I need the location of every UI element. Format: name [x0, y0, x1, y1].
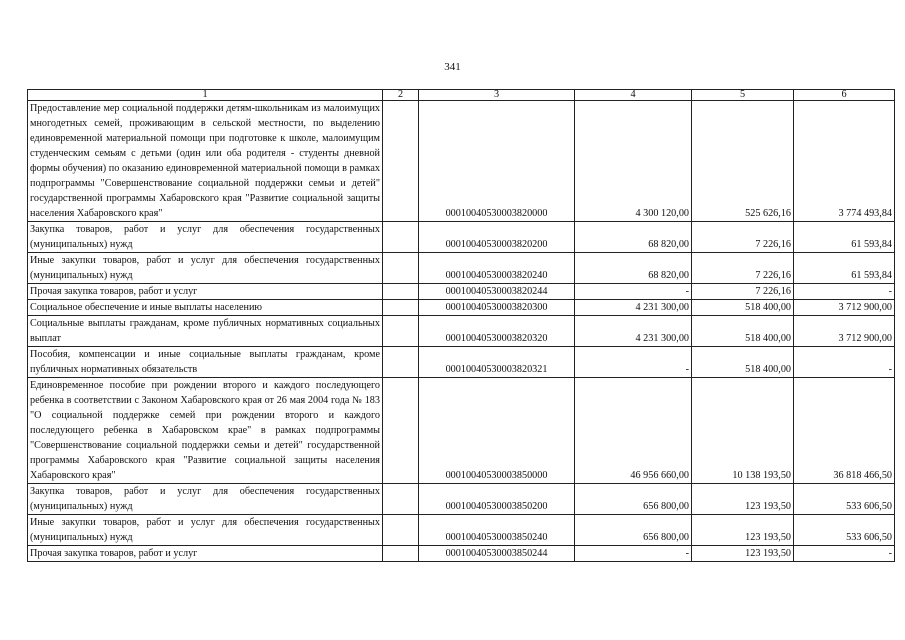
row-code-cell: 00010040530003820000 [419, 101, 575, 222]
row-col2-cell [383, 515, 419, 546]
row-name-cell: Прочая закупка товаров, работ и услуг [28, 546, 383, 562]
row-value-col5: 525 626,16 [692, 101, 794, 222]
row-value-col5: 123 193,50 [692, 484, 794, 515]
table-row [28, 284, 895, 300]
row-value-col4: 656 800,00 [575, 484, 692, 515]
row-name-cell: Социальные выплаты гражданам, кроме публичных нормативных социальных выплат [28, 316, 383, 347]
row-value-col5: 10 138 193,50 [692, 378, 794, 484]
header-row [28, 90, 895, 101]
row-value-col4: 4 231 300,00 [575, 316, 692, 347]
row-value-col4: 656 800,00 [575, 515, 692, 546]
row-code-cell: 00010040530003850200 [419, 484, 575, 515]
row-col2-cell [383, 347, 419, 378]
row-value-col4: - [575, 284, 692, 300]
row-name-cell: Иные закупки товаров, работ и услуг для обеспечения государственных (муниципальных) нужд [28, 515, 383, 546]
row-name-cell: Пособия, компенсации и иные социальные выплаты гражданам, кроме публичных нормативных обязательств [28, 347, 383, 378]
row-value-col6: 61 593,84 [794, 253, 895, 284]
row-value-col6: 36 818 466,50 [794, 378, 895, 484]
column-header: 1 [28, 90, 383, 101]
table-row [28, 101, 895, 222]
row-value-col4: 4 300 120,00 [575, 101, 692, 222]
row-col2-cell [383, 101, 419, 222]
row-value-col6: 533 606,50 [794, 515, 895, 546]
row-col2-cell [383, 484, 419, 515]
column-header: 3 [419, 90, 575, 101]
row-value-col5: 123 193,50 [692, 546, 794, 562]
row-name-cell: Иные закупки товаров, работ и услуг для обеспечения государственных (муниципальных) нужд [28, 253, 383, 284]
row-value-col6: 3 712 900,00 [794, 316, 895, 347]
row-code-cell: 00010040530003820200 [419, 222, 575, 253]
budget-table [27, 89, 895, 562]
column-header: 4 [575, 90, 692, 101]
table-row [28, 300, 895, 316]
table-row [28, 378, 895, 484]
row-code-cell: 00010040530003820320 [419, 316, 575, 347]
row-value-col6: - [794, 347, 895, 378]
row-value-col6: - [794, 546, 895, 562]
row-name-cell: Предоставление мер социальной поддержки детям-школьникам из малоимущих многодетных семей, проживающим в сельской местности, по выделению единовременной материальной помощи при подготовке к школе, малоимущим студенческим семьям с детьми (один или оба родителя - студенты дневной формы обучения) по оказанию единовременной материальной помощи в рамках подпрограммы "Совершенствование социальной поддержки семьи и детей" государственной программы Хабаровского края "Развитие социальной защиты населения Хабаровского края" [28, 101, 383, 222]
row-name-cell: Прочая закупка товаров, работ и услуг [28, 284, 383, 300]
row-value-col4: - [575, 347, 692, 378]
row-value-col6: 3 712 900,00 [794, 300, 895, 316]
row-code-cell: 00010040530003820240 [419, 253, 575, 284]
row-code-cell: 00010040530003820244 [419, 284, 575, 300]
column-header: 5 [692, 90, 794, 101]
row-value-col5: 518 400,00 [692, 300, 794, 316]
row-value-col5: 7 226,16 [692, 222, 794, 253]
row-value-col5: 518 400,00 [692, 347, 794, 378]
row-code-cell: 00010040530003850240 [419, 515, 575, 546]
row-value-col6: - [794, 284, 895, 300]
column-header: 2 [383, 90, 419, 101]
row-value-col5: 7 226,16 [692, 284, 794, 300]
row-value-col5: 518 400,00 [692, 316, 794, 347]
row-value-col4: 68 820,00 [575, 222, 692, 253]
table-row [28, 546, 895, 562]
table-row [28, 484, 895, 515]
row-value-col5: 123 193,50 [692, 515, 794, 546]
page-number: 341 [444, 61, 461, 73]
row-value-col4: 4 231 300,00 [575, 300, 692, 316]
row-code-cell: 00010040530003850000 [419, 378, 575, 484]
row-name-cell: Закупка товаров, работ и услуг для обеспечения государственных (муниципальных) нужд [28, 222, 383, 253]
row-col2-cell [383, 253, 419, 284]
row-col2-cell [383, 300, 419, 316]
row-value-col4: 46 956 660,00 [575, 378, 692, 484]
row-col2-cell [383, 546, 419, 562]
row-value-col4: 68 820,00 [575, 253, 692, 284]
row-col2-cell [383, 316, 419, 347]
row-col2-cell [383, 222, 419, 253]
row-value-col4: - [575, 546, 692, 562]
row-col2-cell [383, 378, 419, 484]
row-name-cell: Закупка товаров, работ и услуг для обеспечения государственных (муниципальных) нужд [28, 484, 383, 515]
row-value-col6: 533 606,50 [794, 484, 895, 515]
column-header: 6 [794, 90, 895, 101]
table-row [28, 316, 895, 347]
row-code-cell: 00010040530003820321 [419, 347, 575, 378]
table-row [28, 347, 895, 378]
row-name-cell: Социальное обеспечение и иные выплаты населению [28, 300, 383, 316]
table-row [28, 222, 895, 253]
row-value-col6: 3 774 493,84 [794, 101, 895, 222]
row-value-col5: 7 226,16 [692, 253, 794, 284]
row-code-cell: 00010040530003850244 [419, 546, 575, 562]
row-code-cell: 00010040530003820300 [419, 300, 575, 316]
table-row [28, 253, 895, 284]
row-name-cell: Единовременное пособие при рождении второго и каждого последующего ребенка в соответствии с Законом Хабаровского края от 26 мая 2004 года № 183 "О социальной поддержке семей при рождении второго и каждого последующего ребенка в Хабаровском крае" в рамках подпрограммы "Совершенствование социальной поддержки семьи и детей" государственной программы Хабаровского края "Развитие социальной защиты населения Хабаровского края" [28, 378, 383, 484]
row-value-col6: 61 593,84 [794, 222, 895, 253]
table-row [28, 515, 895, 546]
row-col2-cell [383, 284, 419, 300]
